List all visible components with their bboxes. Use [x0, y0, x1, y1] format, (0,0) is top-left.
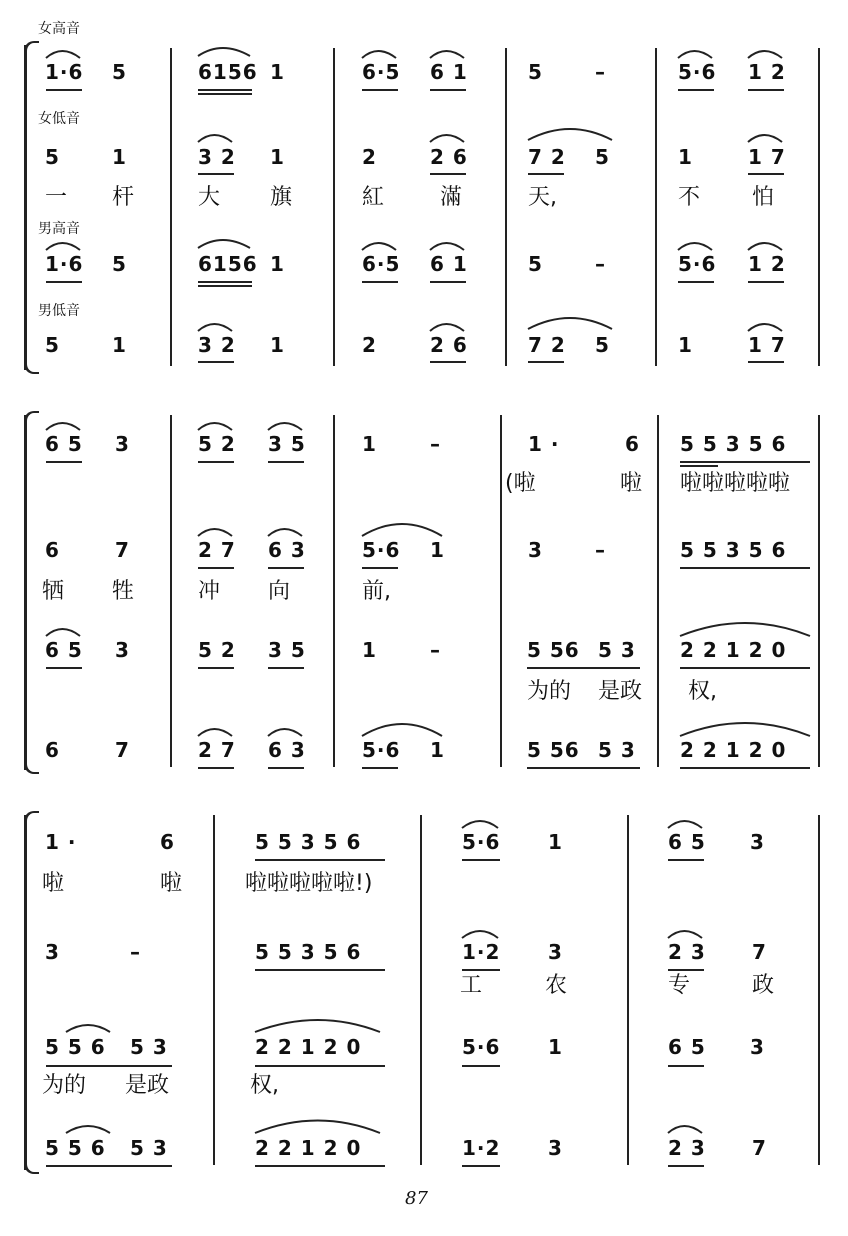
note-group: 6 — [625, 432, 640, 456]
lyric: 牲 — [112, 579, 135, 604]
note-group: 3 5 — [268, 432, 306, 456]
note-group: 7 — [752, 1136, 767, 1160]
lyric: 前, — [362, 579, 391, 604]
lyric: 政 — [752, 973, 775, 998]
note-group: 1 · — [45, 830, 77, 854]
lyric: 向 — [268, 579, 291, 604]
note-group: 5 — [45, 333, 60, 357]
note-group: 6 5 — [45, 432, 83, 456]
lyric: (啦 — [505, 471, 536, 496]
note-group: 2 — [362, 145, 377, 169]
lyric: 权, — [688, 679, 717, 704]
note-group: 1 — [270, 145, 285, 169]
note-group: 3 5 — [268, 638, 306, 662]
note-group: 5 5 3 5 6 — [255, 940, 362, 964]
note-group: 2 3 — [668, 1136, 706, 1160]
note-group: 7 2 — [528, 333, 566, 357]
note-group: 6 — [45, 538, 60, 562]
note-group: 5 3 — [598, 638, 636, 662]
note-group: 1 — [362, 432, 377, 456]
note-group: 5·6 — [462, 830, 501, 854]
note-group: 3 — [750, 830, 765, 854]
note-group: 6 3 — [268, 738, 306, 762]
note-group: – — [595, 538, 606, 562]
lyric: 牺 — [42, 579, 65, 604]
note-group: 6 3 — [268, 538, 306, 562]
note-group: 2 6 — [430, 333, 468, 357]
lyric: 不 — [678, 185, 701, 210]
lyric: 滿 — [440, 185, 463, 210]
lyric: 工 — [460, 973, 483, 998]
note-group: 6 1 — [430, 60, 468, 84]
note-group: 1 — [430, 738, 445, 762]
lyric: 啦 — [160, 871, 183, 896]
lyric: 为的 — [527, 679, 572, 704]
lyric: 为的 — [42, 1073, 87, 1098]
note-group: – — [595, 252, 606, 276]
note-group: 6 5 — [668, 830, 706, 854]
note-group: 5·6 — [678, 252, 717, 276]
note-group: 1 7 — [748, 145, 786, 169]
note-group: – — [430, 638, 441, 662]
note-group: – — [595, 60, 606, 84]
lyric: 权, — [250, 1073, 279, 1098]
note-group: 2 3 — [668, 940, 706, 964]
note-group: 1 — [678, 333, 693, 357]
lyric: 农 — [545, 973, 568, 998]
note-group: 3 — [750, 1035, 765, 1059]
note-group: 1 — [678, 145, 693, 169]
voice-label-tenor: 男高音 — [38, 221, 80, 237]
note-group: 5 5 6 — [45, 1035, 106, 1059]
note-group: 2 2 1 2 0 — [255, 1136, 362, 1160]
note-group: 1·6 — [45, 60, 84, 84]
lyric: 杆 — [112, 185, 135, 210]
note-group: 6·5 — [362, 60, 401, 84]
note-group: 5 — [528, 60, 543, 84]
note-group: 1 — [270, 333, 285, 357]
note-group: 6 1 — [430, 252, 468, 276]
voice-label-soprano: 女高音 — [38, 21, 80, 37]
note-group: 5 — [595, 333, 610, 357]
lyric: 啦啦啦啦啦!) — [245, 871, 373, 896]
note-group: 7 — [115, 538, 130, 562]
note-group: 3 — [45, 940, 60, 964]
lyric: 啦 — [620, 471, 643, 496]
note-group: 2 6 — [430, 145, 468, 169]
note-group: 2 — [362, 333, 377, 357]
lyric: 啦啦啦啦啦 — [680, 471, 791, 496]
note-group: 7 — [752, 940, 767, 964]
note-group: 1 — [548, 1035, 563, 1059]
note-group: 5 56 — [527, 638, 580, 662]
note-group: 5 3 — [598, 738, 636, 762]
note-group: 1 — [430, 538, 445, 562]
voice-label-alto: 女低音 — [38, 111, 80, 127]
note-group: 1 — [548, 830, 563, 854]
note-group: 2 7 — [198, 738, 236, 762]
note-group: 1 — [270, 252, 285, 276]
note-group: 5·6 — [362, 738, 401, 762]
note-group: 6156 — [198, 252, 258, 276]
note-group: 1·2 — [462, 1136, 501, 1160]
lyric: 是政 — [598, 679, 643, 704]
note-group: 5 5 3 5 6 — [680, 432, 787, 456]
lyric: 大 — [198, 185, 221, 210]
note-group: 3 — [115, 432, 130, 456]
note-group: 5 — [528, 252, 543, 276]
lyric: 专 — [668, 973, 691, 998]
lyric: 紅 — [362, 185, 385, 210]
note-group: 1 7 — [748, 333, 786, 357]
note-group: 1 — [362, 638, 377, 662]
note-group: 3 — [548, 940, 563, 964]
note-group: 1 — [112, 333, 127, 357]
note-group: 5 5 3 5 6 — [680, 538, 787, 562]
note-group: 1 — [112, 145, 127, 169]
note-group: 5·6 — [678, 60, 717, 84]
note-group: 2 2 1 2 0 — [255, 1035, 362, 1059]
note-group: 6 — [160, 830, 175, 854]
note-group: 5 3 — [130, 1035, 168, 1059]
note-group: 1 2 — [748, 60, 786, 84]
note-group: 1 — [270, 60, 285, 84]
note-group: 3 — [548, 1136, 563, 1160]
note-group: 5 — [112, 252, 127, 276]
note-group: 5 5 6 — [45, 1136, 106, 1160]
note-group: 6 5 — [45, 638, 83, 662]
lyric: 天, — [528, 185, 557, 210]
lyric: 怕 — [752, 185, 775, 210]
note-group: 5·6 — [462, 1035, 501, 1059]
page-number: 87 — [405, 1188, 428, 1209]
lyric: 旗 — [270, 185, 293, 210]
note-group: 6156 — [198, 60, 258, 84]
note-group: 7 — [115, 738, 130, 762]
note-group: 6 — [45, 738, 60, 762]
note-group: 5 3 — [130, 1136, 168, 1160]
note-group: 3 — [115, 638, 130, 662]
note-group: 5 — [45, 145, 60, 169]
note-group: 6 5 — [668, 1035, 706, 1059]
note-group: 3 — [528, 538, 543, 562]
lyric: 一 — [45, 185, 68, 210]
note-group: 5 — [112, 60, 127, 84]
note-group: 1·6 — [45, 252, 84, 276]
lyric: 是政 — [125, 1073, 170, 1098]
note-group: 3 2 — [198, 145, 236, 169]
note-group: 5 — [595, 145, 610, 169]
note-group: 5 2 — [198, 432, 236, 456]
note-group: 1 · — [528, 432, 560, 456]
note-group: 5 5 3 5 6 — [255, 830, 362, 854]
voice-label-bass: 男低音 — [38, 303, 80, 319]
note-group: – — [130, 940, 141, 964]
note-group: 1 2 — [748, 252, 786, 276]
note-group: 2 7 — [198, 538, 236, 562]
lyric: 冲 — [198, 579, 221, 604]
note-group: 5 56 — [527, 738, 580, 762]
note-group: 5 2 — [198, 638, 236, 662]
note-group: – — [430, 432, 441, 456]
note-group: 1·2 — [462, 940, 501, 964]
lyric: 啦 — [42, 871, 65, 896]
note-group: 6·5 — [362, 252, 401, 276]
note-group: 2 2 1 2 0 — [680, 638, 787, 662]
note-group: 5·6 — [362, 538, 401, 562]
note-group: 7 2 — [528, 145, 566, 169]
note-group: 3 2 — [198, 333, 236, 357]
note-group: 2 2 1 2 0 — [680, 738, 787, 762]
